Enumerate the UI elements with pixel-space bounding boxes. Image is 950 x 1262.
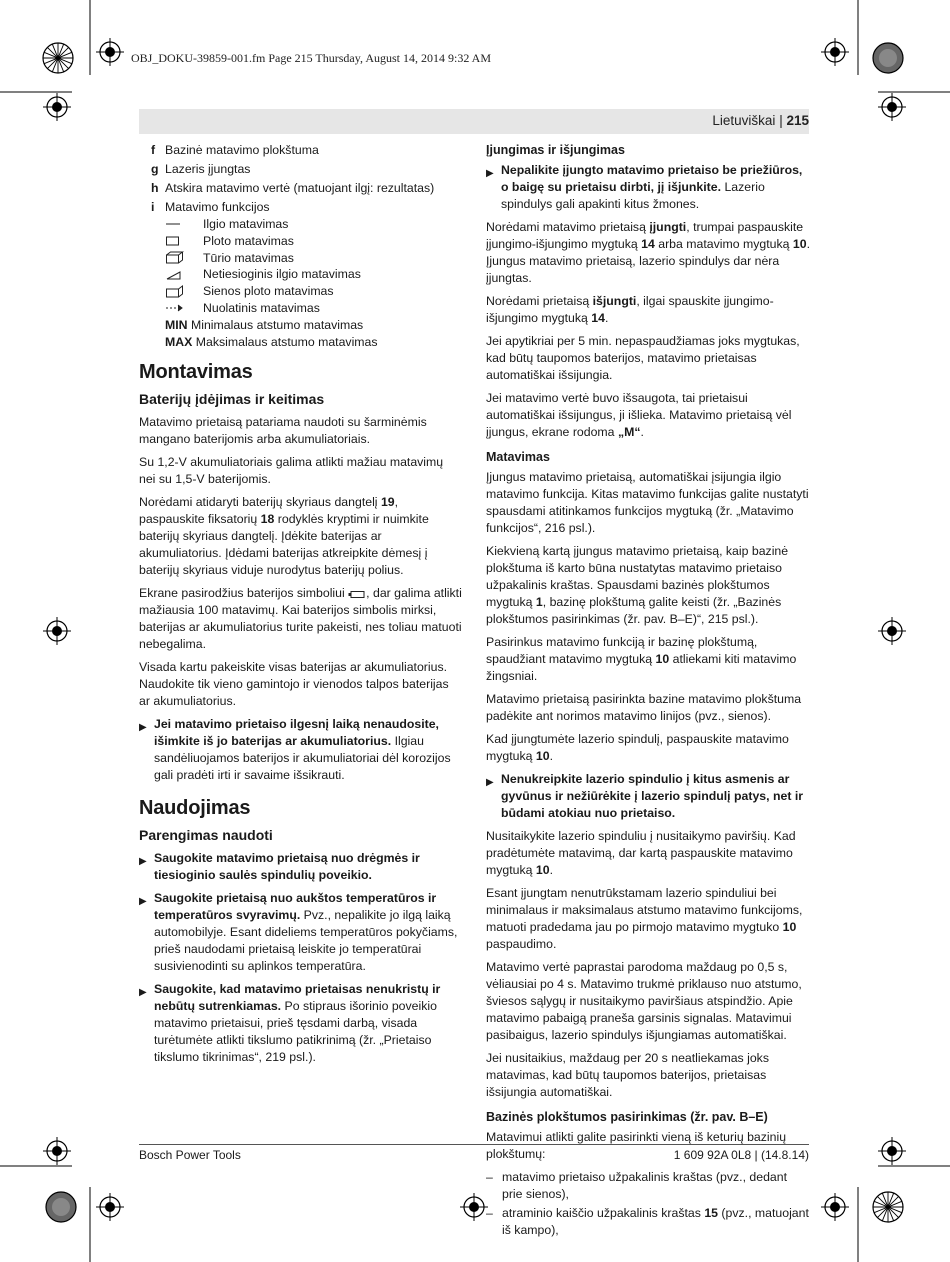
text-run: paspaudimo. [486, 937, 557, 951]
registration-target-bottom-left-side [43, 1137, 71, 1165]
bold-term: „M“ [617, 425, 641, 439]
text-run: Norėdami prietaisą [486, 294, 593, 308]
header-language: Lietuviškai [712, 113, 776, 128]
paragraph: Matavimui atlikti galite pasirinkti vieną iš keturių bazinių plokštumų: [486, 1130, 787, 1161]
ref-number: 15 [704, 1206, 718, 1220]
function-label: Tūrio matavimas [203, 250, 294, 265]
text-run: . [549, 863, 553, 877]
text-run: atliekami kiti matavimo žingsniai. [486, 652, 797, 683]
registration-target-mid-right-top [878, 93, 906, 121]
text-run: Po stipraus išorinio poveikio matavimo prietaisui, prieš tęsdami darbą, visada turėtumėte atlikti tikslumo patikrinimą (žr. „Prietaiso tikslumo tikrinimas“, 219 psl.). [154, 999, 437, 1065]
text-run: , dar galima atlikti mažiausia 100 matavimų. Kai baterijos simbolis mirksi, baterijas ar akumuliatorius turite pakeisti, nes toliau matuoti nebegalima. [139, 586, 462, 652]
area-measure-icon [165, 235, 203, 247]
warning-item [139, 716, 462, 784]
paragraph: Su 1,2-V akumuliatoriais galima atlikti mažiau matavimų nei su 1,5-V baterijomis. [139, 455, 444, 487]
warning-text [154, 850, 462, 884]
legend-text: Bazinė matavimo plokštuma [165, 143, 319, 157]
min-item [139, 317, 462, 334]
warning-text [501, 162, 810, 213]
paragraph [486, 828, 810, 879]
bold-term: įjungti [649, 220, 687, 234]
section-title-naudojimas: Naudojimas [139, 797, 251, 820]
ref-number: 14 [641, 237, 655, 251]
list-item [486, 1205, 810, 1239]
subsection-title-on-off: Įjungimas ir išjungimas [486, 143, 625, 157]
text-run: atraminio kaiščio užpakalinis kraštas [502, 1206, 705, 1220]
paragraph: Visada kartu pakeiskite visas baterijas ar akumuliatorius. Naudokite tik vieno gamintojo ir vienodos talpos baterijas ar akumuliatorius. [139, 660, 449, 709]
header-bar [139, 109, 809, 134]
text-run: Pasirinkus matavimo funkciją ir bazinę plokštumą, spaudžiant matavimo mygtuką [486, 635, 758, 666]
left-column [139, 142, 462, 1072]
dash-bullet: – [486, 1206, 493, 1220]
function-item [139, 283, 462, 300]
text-run: Pvz., nepalikite jo ilgą laiką automobilyje. Esant dideliems temperatūros pokyčiams, prieš naudodami prietaisą leiskite jo temperatūrai susivienodinti su aplinkos temperatūra. [154, 908, 458, 974]
min-text: Minimalaus atstumo matavimas [190, 317, 364, 332]
text-run: . [549, 749, 553, 763]
list-item [486, 1169, 810, 1203]
list-item-text: matavimo prietaiso užpakalinis kraštas (pvz., dedant prie sienos), [502, 1170, 788, 1201]
section-title-montavimas: Montavimas [139, 361, 253, 384]
max-text: Maksimalaus atstumo matavimas [195, 334, 378, 349]
ref-number: 14 [591, 311, 605, 325]
text-run: Ekrane pasirodžius baterijos simboliui [139, 586, 349, 601]
warning-arrow-icon: ▶ [139, 722, 147, 734]
warning-item [139, 981, 462, 1066]
legend-key: g [151, 162, 159, 176]
warning-item [486, 162, 810, 213]
warning-bold: Saugokite matavimo prietaisą nuo drėgmės ir tiesioginio saulės spindulių poveikio. [154, 851, 420, 883]
right-column [486, 142, 810, 1241]
legend-text: Matavimo funkcijos [165, 200, 270, 214]
paragraph: Matavimo prietaisą pasirinkta bazine matavimo plokštuma padėkite ant norimos matavimo linijos (pvz., sienos). [486, 692, 802, 723]
function-item [139, 266, 462, 283]
text-run: Ilgiau sandėliuojamos baterijos ir akumuliatoriai dėl korozijos gali pradėti irti ir savaime išsikrauti. [154, 734, 451, 783]
text-run: , trumpai paspauskite įjungimo-išjungimo mygtuką [486, 220, 804, 251]
continuous-measure-icon [165, 303, 203, 313]
ref-number: 10 [655, 652, 670, 666]
list-item-text [502, 1205, 810, 1239]
volume-measure-icon [165, 251, 203, 265]
paragraph [486, 219, 810, 287]
paragraph: Matavimo vertė paprastai parodoma maždaug po 0,5 s, vėliausiai po 4 s. Matavimo trukmė priklauso nuo atstumo, šviesos sąlygų ir nusitaikymo paviršiaus atspindžio. Apie matavimo pabaigą praneša garsinis signalas. Matavimui pasibaigus, lazerio spindulys išjungiamas automatiškai. [486, 960, 802, 1042]
paragraph [486, 634, 810, 685]
registration-target-top-right [821, 38, 849, 66]
legend-item [139, 161, 462, 178]
warning-bold: Saugokite prietaisą nuo aukštos temperatūros ir temperatūros svyravimų. [154, 891, 437, 923]
registration-target-bottom-right-side [878, 1137, 906, 1165]
legend-text: Lazeris įjungtas [165, 162, 251, 176]
dash-bullet: – [486, 1170, 493, 1184]
registration-target-mid-left-top [43, 93, 71, 121]
warning-arrow-icon: ▶ [139, 987, 147, 999]
star-target-top-left [43, 43, 73, 73]
header-separator: | [779, 113, 783, 128]
warning-item [139, 890, 462, 975]
subsection-title-base-plane: Bazinės plokštumos pasirinkimas (žr. pav. B–E) [486, 1110, 768, 1124]
subsection-title-preparation: Parengimas naudoti [139, 827, 273, 844]
legend-text: Atskira matavimo vertė (matuojant ilgį: rezultatas) [165, 181, 435, 195]
function-label: Ilgio matavimas [203, 216, 289, 231]
page-header [712, 113, 809, 128]
function-label: Nuolatinis matavimas [203, 300, 320, 315]
warning-arrow-icon: ▶ [139, 896, 147, 908]
text-run: Lazerio spindulys gali apakinti kitus žmones. [501, 180, 765, 211]
legend-key: h [151, 181, 159, 195]
registration-target-left-middle [43, 617, 71, 645]
subsection-title-measuring: Matavimas [486, 450, 550, 464]
text-run: Norėdami matavimo prietaisą [486, 220, 650, 234]
function-item [139, 233, 462, 250]
warning-bold: Jei matavimo prietaiso ilgesnį laiką nenaudosite, išimkite iš jo baterijas ar akumuliatorius. [154, 717, 439, 749]
legend-item [139, 142, 462, 159]
function-item [139, 250, 462, 267]
bold-term: išjungti [592, 294, 637, 308]
warning-text [154, 716, 462, 784]
ref-number: 1 [535, 595, 543, 609]
text-run: Kad įjungtumėte lazerio spindulį, paspauskite matavimo mygtuką [486, 732, 789, 763]
paragraph [486, 390, 810, 441]
paragraph [486, 543, 810, 628]
text-run: , paspauskite fiksatorių [139, 495, 399, 527]
registration-target-bottom-center [460, 1193, 488, 1221]
warning-bold: Nepalikite įjungto matavimo prietaiso be priežiūros, o baigę su prietaisu dirbti, jį išjunkite. [501, 163, 803, 194]
text-run: . Įjungus matavimo prietaisą, lazerio spindulys dar nėra įjungtas. [486, 237, 810, 285]
gray-target-bottom-left [46, 1192, 76, 1222]
gray-target-top-right [873, 43, 903, 73]
registration-target-bottom-right [821, 1193, 849, 1221]
text-run: . [640, 425, 644, 439]
text-run: . [604, 311, 609, 325]
legend-key: i [151, 200, 155, 214]
paragraph [486, 885, 810, 953]
registration-target-right-middle [878, 617, 906, 645]
max-key: MAX [165, 334, 193, 349]
max-item [139, 334, 462, 351]
footer-brand: Bosch Power Tools [139, 1148, 241, 1162]
warning-text [154, 981, 462, 1066]
function-item [139, 216, 462, 233]
warning-arrow-icon: ▶ [486, 168, 494, 179]
warning-bold: Saugokite, kad matavimo prietaisas nenukristų ir nebūtų sutrenkiamas. [154, 982, 441, 1014]
paragraph [486, 731, 810, 765]
legend-item [139, 199, 462, 216]
text-run: Jei matavimo vertė buvo išsaugota, tai prietaisui automatiškai išsijungus, ji išlieka. Matavimo prietaisą vėl įjungus, ekrane rodoma [486, 391, 792, 439]
warning-arrow-icon: ▶ [486, 777, 494, 788]
text-run: Norėdami atidaryti baterijų skyriaus dangtelį [139, 495, 381, 510]
legend-key: f [151, 143, 156, 157]
legend-list [139, 142, 462, 350]
text-run: Esant įjungtam nenutrūkstamam lazerio spinduliui bei minimalaus ir maksimalaus atstumo matavimo funkcijoms, matuoti pradedama jau po pirmojo matavimo mygtuko [486, 886, 803, 934]
function-label: Ploto matavimas [203, 233, 294, 248]
indirect-length-icon [165, 269, 203, 281]
footer-doc-number: 1 609 92A 0L8 | (14.8.14) [673, 1148, 809, 1162]
footer-rule [139, 1144, 809, 1145]
text-run: Nusitaikykite lazerio spinduliu į nusitaikymo paviršių. Kad pradėtumėte matavimą, dar kartą paspauskite matavimo mygtuką [486, 829, 796, 877]
warning-text [154, 890, 462, 975]
paragraph [139, 494, 462, 579]
page-number: 215 [786, 113, 809, 128]
paragraph: Įjungus matavimo prietaisą, automatiškai įsijungia ilgio matavimo funkcija. Kitas matavimo funkcijas galite nustatyti spausdami atitinkamos funkcijos mygtuką (žr. „Matavimo funkcijos“, 216 psl.). [486, 470, 809, 535]
ref-number: 10 [792, 237, 807, 251]
paragraph [486, 293, 810, 327]
warning-item [486, 771, 810, 822]
registration-target-top-left [96, 38, 124, 66]
ref-number: 10 [535, 749, 550, 763]
paragraph: Jei nusitaikius, maždaug per 20 s neatliekamas joks matavimas, kad būtų taupomos baterijos, prietaisas išsijungia automatiškai. [486, 1051, 769, 1099]
ref-number: 10 [535, 863, 550, 877]
warning-arrow-icon: ▶ [139, 856, 147, 868]
subsection-title-batteries: Baterijų įdėjimas ir keitimas [139, 391, 325, 408]
star-target-bottom-right [873, 1192, 903, 1222]
min-key: MIN [165, 317, 188, 332]
battery-icon [348, 586, 366, 600]
ref-number: 10 [782, 920, 797, 934]
warning-bold: Nenukreipkite lazerio spindulio į kitus asmenis ar gyvūnus ir nežiūrėkite į lazerio spindulį patys, net ir būdami atokiau nuo prietaiso. [501, 772, 804, 820]
text-run: arba matavimo mygtuką [654, 237, 793, 251]
paragraph: Matavimo prietaisą patariama naudoti su šarminėmis mangano baterijomis arba akumuliatoriais. [139, 415, 427, 447]
warning-text [501, 771, 810, 822]
print-slug: OBJ_DOKU-39859-001.fm Page 215 Thursday, August 14, 2014 9:32 AM [131, 51, 491, 65]
text-run: rodyklės kryptimi ir nuimkite baterijų skyriaus dangtelį. Įdėkite baterijas ar akumuliatorius. Įdėdami baterijas atkreipkite dėmesį į baterijų skyriaus viduje nurodytus baterijų polius. [139, 512, 429, 578]
ref-number: 18 [260, 512, 275, 527]
paragraph [139, 585, 462, 653]
warning-item [139, 850, 462, 884]
legend-item [139, 180, 462, 197]
text-run: , bazinę plokštumą galite keisti (žr. „Bazinės plokštumos pasirinkimas (žr. pav. B–E)“, 215 psl.). [486, 595, 782, 626]
text-run: Kiekvieną kartą įjungus matavimo prietaisą, kaip bazinė plokštuma iš karto būna nustatytas matavimo prietaiso užpakalinis kraštas. Spausdami bazinės plokštumos mygtuką [486, 544, 789, 609]
wall-area-icon [165, 285, 203, 299]
length-measure-icon [165, 219, 203, 229]
function-label: Sienos ploto matavimas [203, 284, 334, 299]
paragraph: Jei apytikriai per 5 min. nepaspaudžiamas joks mygtukas, kad būtų taupomos baterijos, matavimo prietaisas automatiškai išsijungia. [486, 334, 800, 382]
function-item [139, 300, 462, 317]
function-label: Netiesioginis ilgio matavimas [203, 267, 361, 282]
ref-number: 19 [380, 495, 395, 510]
text-run: (pvz., matuojant iš kampo), [502, 1206, 809, 1237]
text-run: , ilgai spauskite įjungimo-išjungimo mygtuką [486, 294, 774, 325]
registration-target-bottom-left [96, 1193, 124, 1221]
